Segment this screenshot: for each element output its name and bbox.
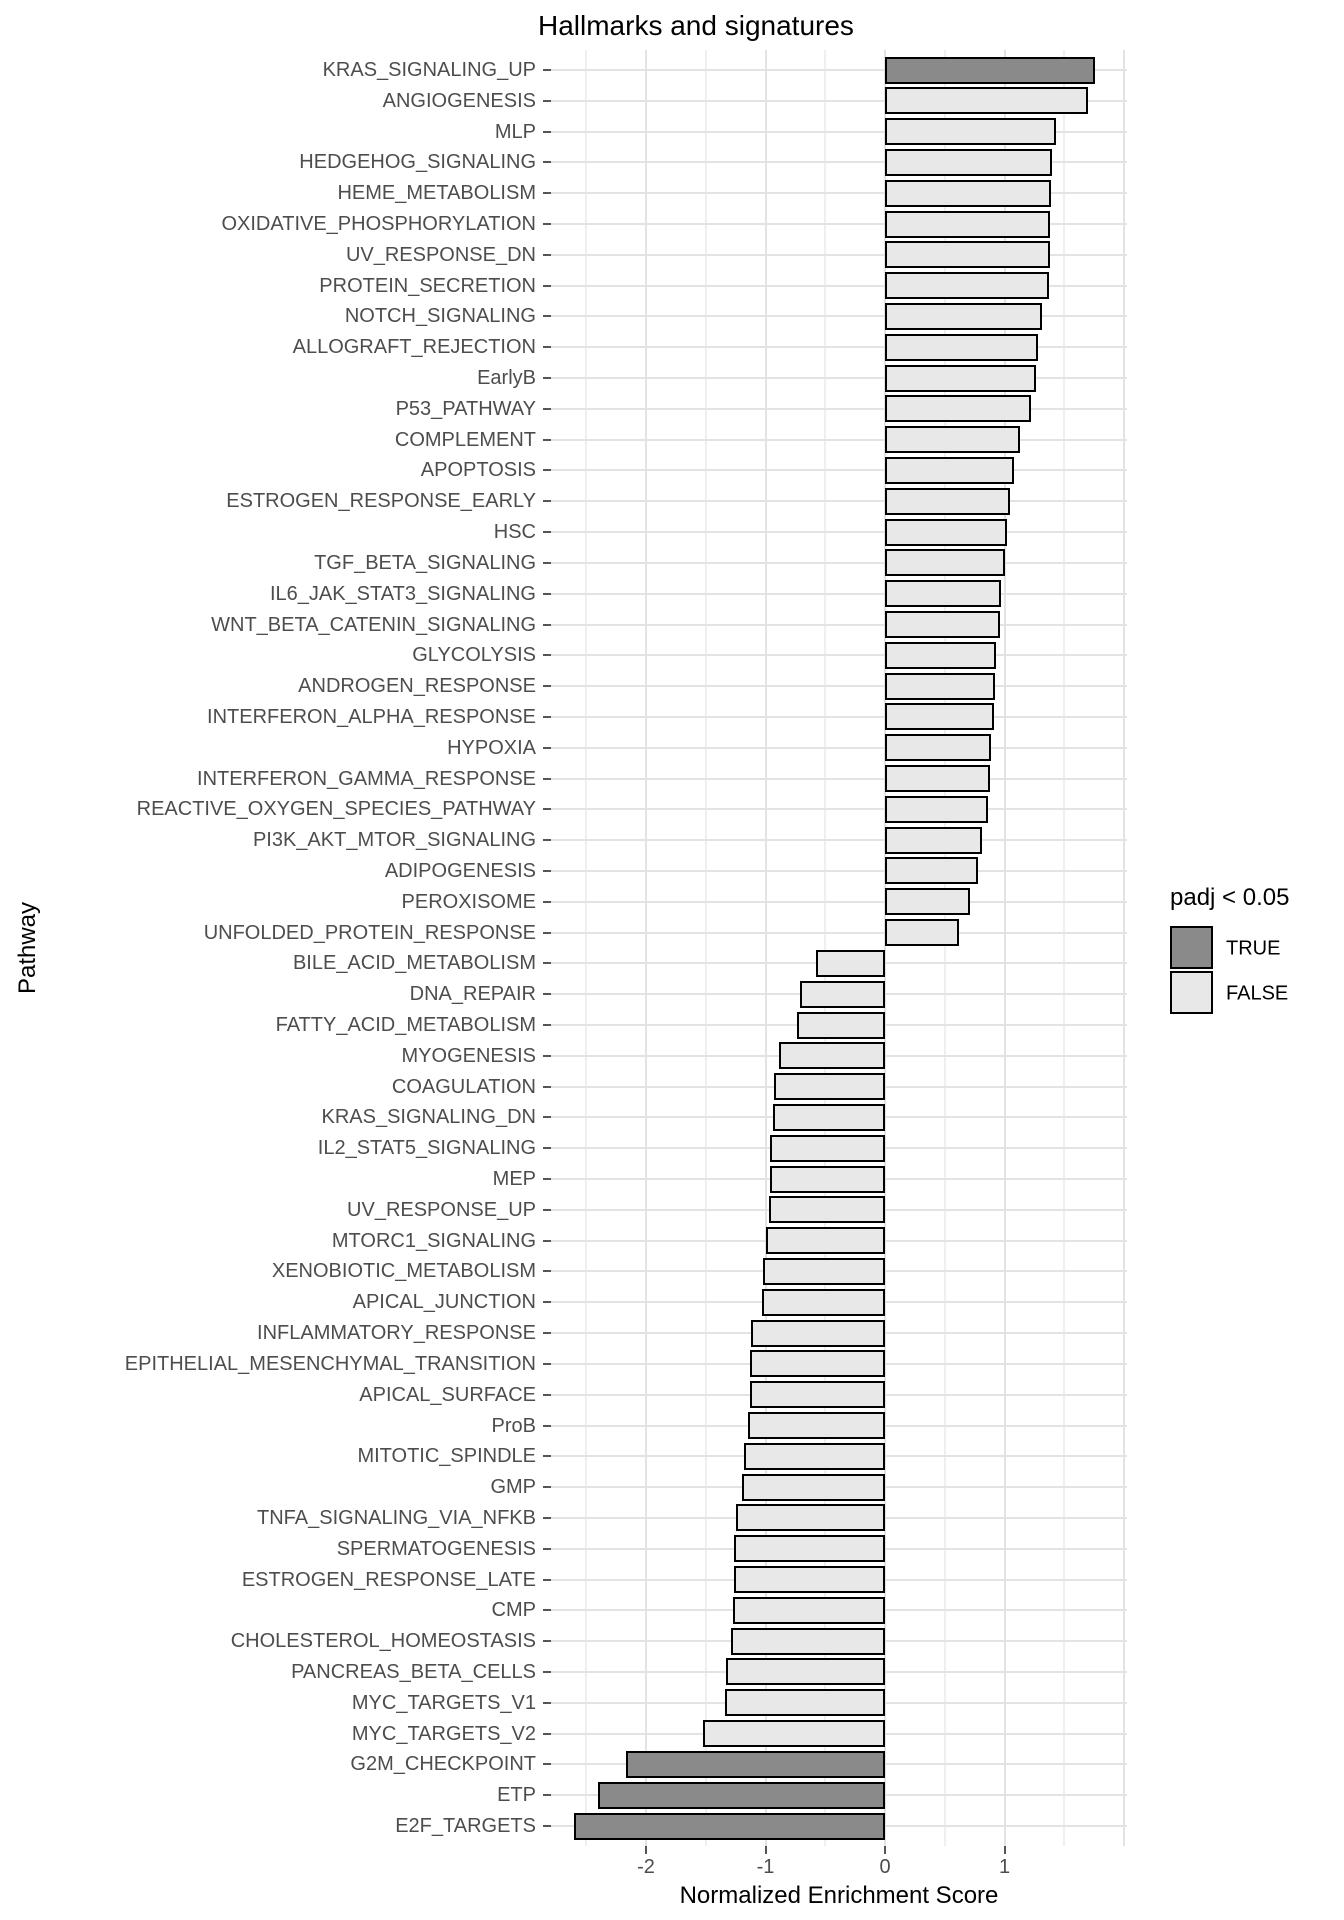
y-tick-label-MEP: MEP [492,1168,536,1191]
bar-ADIPOGENESIS [885,857,978,884]
gridline-category [551,747,1127,749]
gridline-category [551,624,1127,626]
x-tick-label: 1 [998,1856,1011,1878]
y-tick-mark [543,254,551,256]
y-tick-label-MYOGENESIS: MYOGENESIS [401,1044,536,1067]
gridline-category [551,346,1127,348]
bar-CMP [733,1597,885,1624]
y-tick-label-E2F_TARGETS: E2F_TARGETS [395,1815,536,1837]
gridline-category [551,562,1127,564]
gridline-category [551,531,1127,533]
bar-KRAS_SIGNALING_UP [885,57,1095,84]
y-tick-mark [543,100,551,102]
y-tick-label-OXIDATIVE_PHOSPHORYLATION: OXIDATIVE_PHOSPHORYLATION [221,213,536,236]
x-tick-mark [884,1846,886,1854]
bar-NOTCH_SIGNALING [885,303,1042,330]
y-tick-mark [543,808,551,810]
x-tick-label: 0 [879,1856,891,1878]
y-tick-label-ProB: ProB [491,1414,536,1437]
y-tick-label-TNFA_SIGNALING_VIA_NFKB: TNFA_SIGNALING_VIA_NFKB [257,1506,536,1529]
y-tick-mark [543,223,551,225]
y-tick-label-ESTROGEN_RESPONSE_EARLY: ESTROGEN_RESPONSE_EARLY [226,490,536,513]
y-tick-label-TGF_BETA_SIGNALING: TGF_BETA_SIGNALING [314,551,536,574]
bar-SPERMATOGENESIS [734,1535,885,1562]
y-tick-mark [543,562,551,564]
y-tick-mark [543,531,551,533]
bar-APICAL_JUNCTION [762,1289,885,1316]
y-tick-label-PI3K_AKT_MTOR_SIGNALING: PI3K_AKT_MTOR_SIGNALING [252,829,536,852]
y-tick-label-PROTEIN_SECRETION: PROTEIN_SECRETION [319,274,536,297]
y-tick-label-FATTY_ACID_METABOLISM: FATTY_ACID_METABOLISM [275,1014,536,1037]
bar-COAGULATION [774,1073,885,1100]
bar-PI3K_AKT_MTOR_SIGNALING [885,827,982,854]
y-tick-label-IL6_JAK_STAT3_SIGNALING: IL6_JAK_STAT3_SIGNALING [269,582,536,605]
bar-WNT_BETA_CATENIN_SIGNALING [885,611,1000,638]
x-tick-label: -1 [756,1856,775,1878]
y-tick-label-ADIPOGENESIS: ADIPOGENESIS [384,859,536,882]
y-tick-mark [543,1579,551,1581]
y-tick-mark [543,901,551,903]
chart-title: Hallmarks and signatures [538,10,854,41]
y-tick-label-HYPOXIA: HYPOXIA [447,736,536,759]
y-tick-mark [543,1609,551,1611]
y-tick-label-GLYCOLYSIS: GLYCOLYSIS [412,644,536,667]
y-tick-label-PEROXISOME: PEROXISOME [401,890,536,913]
bar-ESTROGEN_RESPONSE_EARLY [885,488,1010,515]
y-tick-mark [543,469,551,471]
gridline-minor [705,50,707,1846]
y-tick-label-APOPTOSIS: APOPTOSIS [420,459,536,482]
bar-MYC_TARGETS_V1 [725,1689,885,1716]
y-tick-mark [543,778,551,780]
bar-ALLOGRAFT_REJECTION [885,334,1038,361]
y-tick-mark [543,1455,551,1457]
bar-FATTY_ACID_METABOLISM [797,1012,885,1039]
x-tick-mark [645,1846,647,1854]
bar-PROTEIN_SECRETION [885,272,1049,299]
y-tick-label-ETP: ETP [497,1784,536,1807]
y-tick-mark [543,1394,551,1396]
gridline-category [551,500,1127,502]
y-tick-label-MLP: MLP [494,120,536,143]
y-tick-mark [543,1024,551,1026]
y-tick-mark [543,747,551,749]
bar-APICAL_SURFACE [750,1381,885,1408]
legend-label-true: TRUE [1226,937,1281,959]
y-tick-label-APICAL_SURFACE: APICAL_SURFACE [359,1383,536,1406]
y-tick-label-UNFOLDED_PROTEIN_RESPONSE: UNFOLDED_PROTEIN_RESPONSE [203,921,536,944]
legend-swatch-true [1170,926,1213,969]
y-tick-mark [543,839,551,841]
y-tick-mark [543,1671,551,1673]
y-tick-label-UV_RESPONSE_DN: UV_RESPONSE_DN [345,243,536,266]
bar-KRAS_SIGNALING_DN [773,1104,885,1131]
bar-HEDGEHOG_SIGNALING [885,149,1052,176]
x-tick-mark [1004,1846,1006,1854]
y-tick-label-INTERFERON_GAMMA_RESPONSE: INTERFERON_GAMMA_RESPONSE [197,767,536,790]
bar-ANDROGEN_RESPONSE [885,673,995,700]
y-tick-label-P53_PATHWAY: P53_PATHWAY [395,397,536,420]
y-tick-label-UV_RESPONSE_UP: UV_RESPONSE_UP [347,1198,536,1221]
bar-TNFA_SIGNALING_VIA_NFKB [736,1504,885,1531]
y-tick-mark [543,1517,551,1519]
y-tick-label-IL2_STAT5_SIGNALING: IL2_STAT5_SIGNALING [317,1137,536,1160]
y-tick-label-DNA_REPAIR: DNA_REPAIR [409,983,536,1006]
y-tick-mark [543,1548,551,1550]
bar-HEME_METABOLISM [885,180,1051,207]
bar-HSC [885,519,1007,546]
y-tick-label-MTORC1_SIGNALING: MTORC1_SIGNALING [331,1229,536,1252]
gridline-minor [1063,50,1065,1846]
gridline-minor [585,50,587,1846]
y-tick-mark [543,1794,551,1796]
bar-REACTIVE_OXYGEN_SPECIES_PATHWAY [885,796,988,823]
y-tick-label-EPITHELIAL_MESENCHYMAL_TRANSITION: EPITHELIAL_MESENCHYMAL_TRANSITION [124,1352,536,1375]
y-tick-label-ANGIOGENESIS: ANGIOGENESIS [382,89,536,112]
bar-MYOGENESIS [779,1042,885,1069]
y-tick-mark [543,69,551,71]
bar-CHOLESTEROL_HOMEOSTASIS [731,1628,885,1655]
bar-ETP [598,1782,885,1809]
bar-PANCREAS_BETA_CELLS [726,1658,885,1685]
gridline-category [551,839,1127,841]
y-tick-mark [543,1147,551,1149]
y-tick-label-WNT_BETA_CATENIN_SIGNALING: WNT_BETA_CATENIN_SIGNALING [211,613,536,636]
y-tick-mark [543,346,551,348]
y-tick-mark [543,593,551,595]
y-tick-label-INTERFERON_ALPHA_RESPONSE: INTERFERON_ALPHA_RESPONSE [207,705,536,728]
bar-TGF_BETA_SIGNALING [885,549,1005,576]
y-tick-mark [543,1332,551,1334]
bar-IL6_JAK_STAT3_SIGNALING [885,580,1001,607]
legend-entry-true [1170,926,1289,971]
y-tick-label-KRAS_SIGNALING_UP: KRAS_SIGNALING_UP [322,59,536,81]
y-tick-label-GMP: GMP [490,1476,536,1499]
y-tick-mark [543,1363,551,1365]
y-tick-label-REACTIVE_OXYGEN_SPECIES_PATHWAY: REACTIVE_OXYGEN_SPECIES_PATHWAY [136,798,536,821]
y-tick-mark [543,377,551,379]
y-tick-mark [543,1116,551,1118]
x-tick-label: -2 [637,1856,655,1878]
gridline-category [551,778,1127,780]
y-tick-mark [543,1486,551,1488]
gridline-category [551,870,1127,872]
y-tick-mark [543,962,551,964]
gridline-major [1123,50,1125,1846]
bar-INFLAMMATORY_RESPONSE [751,1320,885,1347]
legend-swatch-false [1170,971,1213,1014]
y-tick-mark [543,1209,551,1211]
y-tick-label-CHOLESTEROL_HOMEOSTASIS: CHOLESTEROL_HOMEOSTASIS [230,1630,536,1653]
gridline-category [551,408,1127,410]
y-tick-mark [543,1086,551,1088]
y-tick-mark [543,408,551,410]
bar-PEROXISOME [885,888,970,915]
y-tick-label-MYC_TARGETS_V1: MYC_TARGETS_V1 [351,1691,536,1714]
gridline-category [551,685,1127,687]
bar-UNFOLDED_PROTEIN_RESPONSE [885,919,959,946]
bar-UV_RESPONSE_UP [769,1196,885,1223]
y-tick-label-EarlyB: EarlyB [477,367,536,390]
y-tick-label-NOTCH_SIGNALING: NOTCH_SIGNALING [344,305,536,328]
bar-MYC_TARGETS_V2 [703,1720,885,1747]
gridline-category [551,808,1127,810]
gridline-category [551,377,1127,379]
y-tick-label-HEME_METABOLISM: HEME_METABOLISM [337,182,536,205]
y-tick-mark [543,685,551,687]
y-tick-label-BILE_ACID_METABOLISM: BILE_ACID_METABOLISM [292,952,536,975]
bar-DNA_REPAIR [800,981,885,1008]
y-tick-mark [543,1178,551,1180]
y-tick-mark [543,1825,551,1827]
y-tick-label-COMPLEMENT: COMPLEMENT [394,428,536,451]
y-tick-label-ESTROGEN_RESPONSE_LATE: ESTROGEN_RESPONSE_LATE [241,1568,536,1591]
y-tick-label-PANCREAS_BETA_CELLS: PANCREAS_BETA_CELLS [291,1660,536,1683]
y-tick-label-ALLOGRAFT_REJECTION: ALLOGRAFT_REJECTION [292,336,536,359]
bar-ANGIOGENESIS [885,87,1088,114]
y-tick-mark [543,439,551,441]
y-tick-mark [543,1425,551,1427]
bar-INTERFERON_GAMMA_RESPONSE [885,765,990,792]
bar-MTORC1_SIGNALING [766,1227,886,1254]
y-axis-title: Pathway [14,901,41,995]
y-tick-label-HEDGEHOG_SIGNALING: HEDGEHOG_SIGNALING [299,151,536,174]
legend-label-false: FALSE [1226,982,1289,1004]
y-tick-mark [543,131,551,133]
gridline-major [645,50,647,1846]
bar-ProB [748,1412,885,1439]
y-tick-mark [543,1640,551,1642]
bar-COMPLEMENT [885,426,1020,453]
y-tick-label-MITOTIC_SPINDLE: MITOTIC_SPINDLE [357,1445,536,1468]
y-tick-mark [543,1055,551,1057]
bar-BILE_ACID_METABOLISM [816,950,885,977]
y-tick-mark [543,993,551,995]
bar-XENOBIOTIC_METABOLISM [763,1258,885,1285]
gridline-category [551,439,1127,441]
y-tick-label-APICAL_JUNCTION: APICAL_JUNCTION [352,1291,536,1314]
y-tick-mark [543,192,551,194]
bar-OXIDATIVE_PHOSPHORYLATION [885,211,1050,238]
bar-MLP [885,118,1056,145]
legend [1170,884,1289,1016]
y-tick-mark [543,285,551,287]
y-tick-mark [543,1301,551,1303]
bar-E2F_TARGETS [574,1813,885,1840]
y-tick-label-HSC: HSC [493,521,536,544]
gridline-category [551,654,1127,656]
legend-entry-false [1170,971,1289,1016]
y-tick-mark [543,716,551,718]
bar-EarlyB [885,365,1036,392]
y-tick-mark [543,624,551,626]
y-tick-mark [543,161,551,163]
y-tick-label-ANDROGEN_RESPONSE: ANDROGEN_RESPONSE [298,675,536,698]
gridline-category [551,716,1127,718]
y-tick-label-G2M_CHECKPOINT: G2M_CHECKPOINT [350,1753,536,1776]
bar-IL2_STAT5_SIGNALING [770,1135,885,1162]
y-tick-label-KRAS_SIGNALING_DN: KRAS_SIGNALING_DN [321,1106,536,1129]
y-tick-mark [543,500,551,502]
bar-ESTROGEN_RESPONSE_LATE [734,1566,885,1593]
bar-GMP [742,1474,885,1501]
plot-panel [551,50,1127,1846]
bar-GLYCOLYSIS [885,642,996,669]
bar-P53_PATHWAY [885,395,1031,422]
legend-title: padj < 0.05 [1170,884,1290,911]
x-tick-mark [765,1846,767,1854]
y-tick-mark [543,1240,551,1242]
gridline-category [551,469,1127,471]
y-tick-label-XENOBIOTIC_METABOLISM: XENOBIOTIC_METABOLISM [271,1260,536,1283]
y-tick-label-SPERMATOGENESIS: SPERMATOGENESIS [336,1537,536,1560]
x-axis-title: Normalized Enrichment Score [679,1882,999,1909]
y-tick-label-CMP: CMP [491,1599,536,1622]
gridline-category [551,593,1127,595]
y-tick-mark [543,315,551,317]
y-tick-mark [543,1702,551,1704]
bar-EPITHELIAL_MESENCHYMAL_TRANSITION [750,1350,885,1377]
bar-UV_RESPONSE_DN [885,241,1050,268]
bar-APOPTOSIS [885,457,1014,484]
bar-INTERFERON_ALPHA_RESPONSE [885,703,994,730]
y-tick-label-COAGULATION: COAGULATION [391,1075,536,1098]
y-tick-label-INFLAMMATORY_RESPONSE: INFLAMMATORY_RESPONSE [257,1322,536,1345]
y-tick-mark [543,1733,551,1735]
gridline-category [551,901,1127,903]
y-tick-mark [543,870,551,872]
bar-G2M_CHECKPOINT [626,1751,885,1778]
y-tick-label-MYC_TARGETS_V2: MYC_TARGETS_V2 [351,1722,536,1745]
bar-HYPOXIA [885,734,991,761]
y-tick-mark [543,1763,551,1765]
gridline-category [551,932,1127,934]
y-tick-mark [543,1270,551,1272]
bar-MEP [770,1166,885,1193]
y-tick-mark [543,932,551,934]
y-tick-mark [543,654,551,656]
bar-MITOTIC_SPINDLE [744,1443,885,1470]
